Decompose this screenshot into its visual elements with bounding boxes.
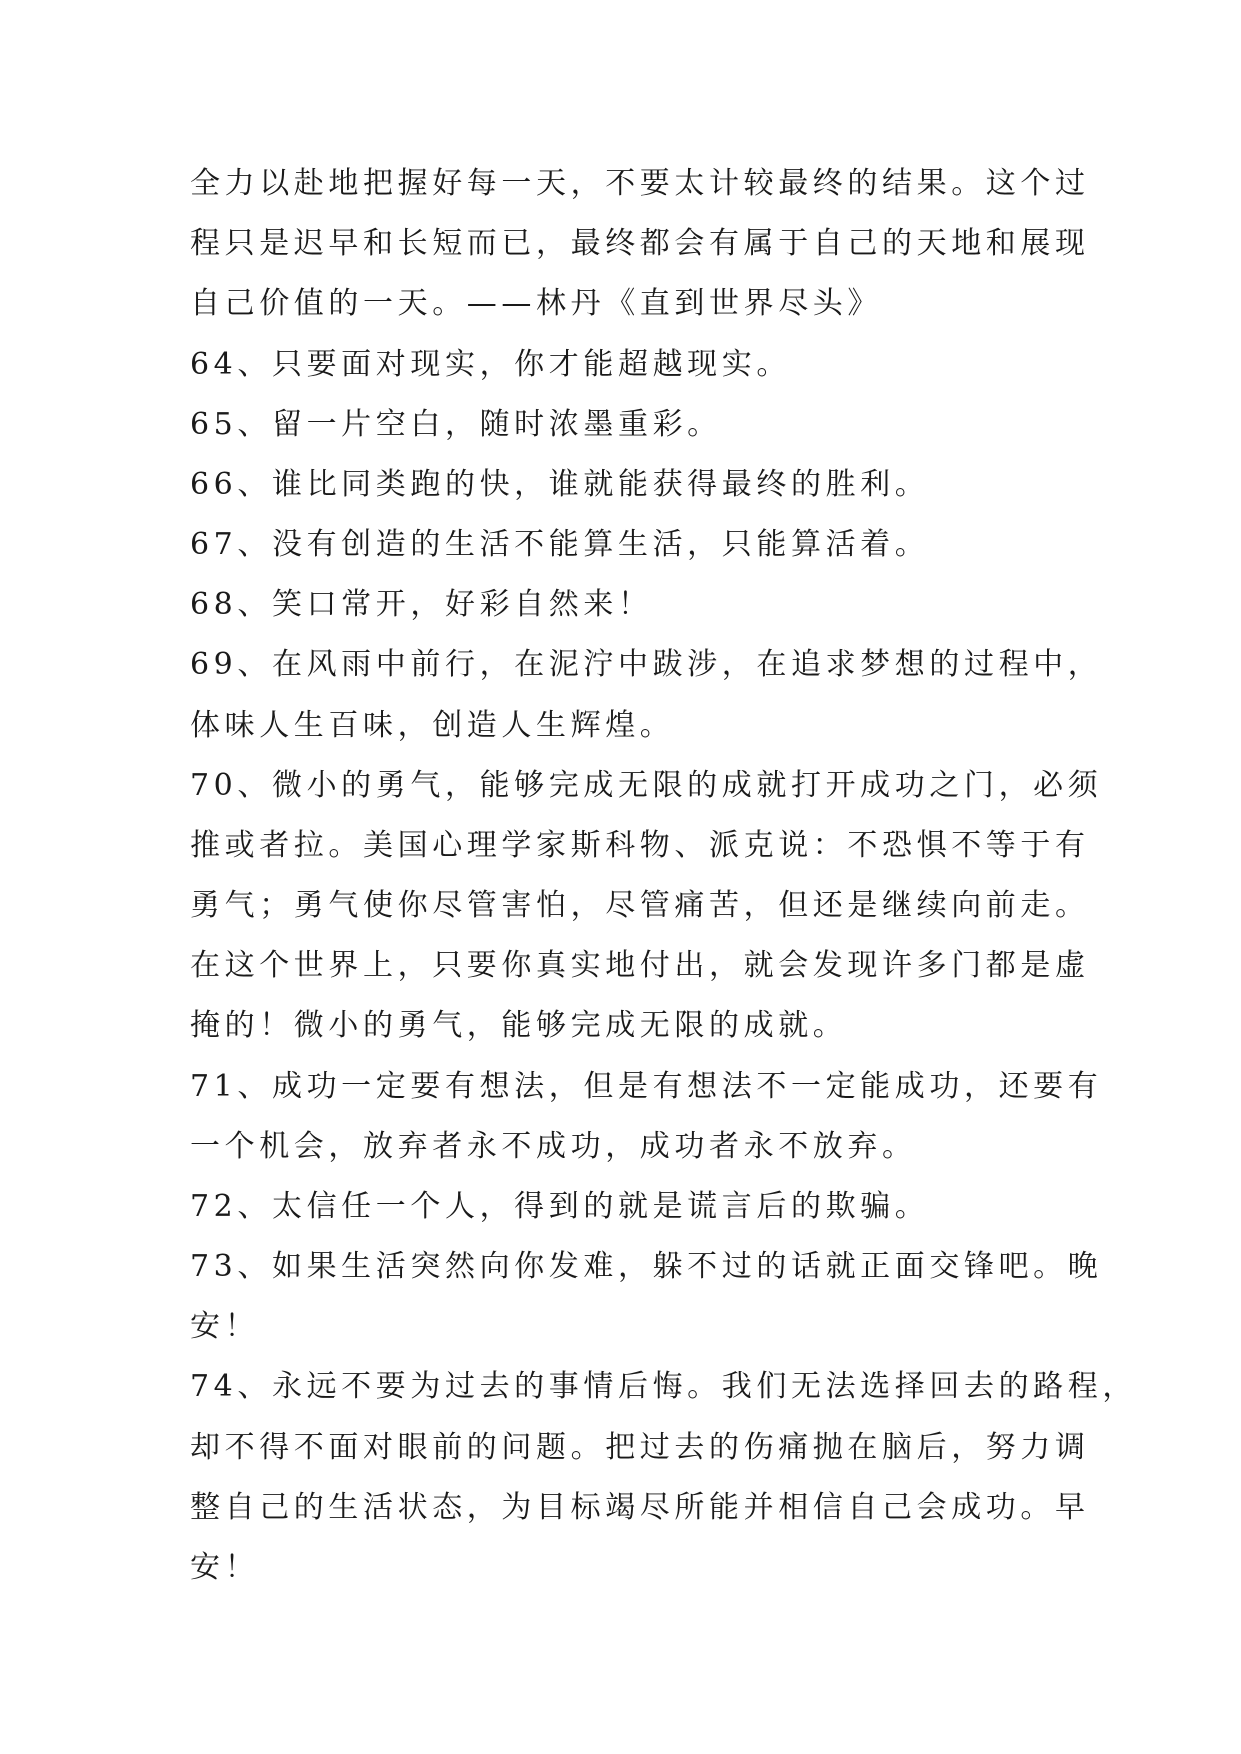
text-line: 全力以赴地把握好每一天，不要太计较最终的结果。这个过 bbox=[190, 166, 1090, 201]
list-item-64: 64、只要面对现实，你才能超越现实。 bbox=[190, 347, 791, 382]
list-item-71: 71、成功一定要有想法，但是有想法不一定能成功，还要有 bbox=[190, 1069, 1103, 1104]
list-item-67: 67、没有创造的生活不能算生活，只能算活着。 bbox=[190, 527, 930, 562]
list-item-65: 65、留一片空白，随时浓墨重彩。 bbox=[190, 407, 722, 442]
text-line: 整自己的生活状态，为目标竭尽所能并相信自己会成功。早 bbox=[190, 1490, 1090, 1525]
text-line: 安！ bbox=[190, 1550, 260, 1585]
text-line: 推或者拉。美国心理学家斯科物、派克说：不恐惧不等于有 bbox=[190, 828, 1090, 863]
text-line: 程只是迟早和长短而已，最终都会有属于自己的天地和展现 bbox=[190, 226, 1090, 261]
list-item-73: 73、如果生活突然向你发难，躲不过的话就正面交锋吧。晚 bbox=[190, 1249, 1103, 1284]
text-line: 自己价值的一天。——林丹《直到世界尽头》 bbox=[190, 286, 882, 321]
text-line: 却不得不面对眼前的问题。把过去的伤痛抛在脑后，努力调 bbox=[190, 1430, 1090, 1465]
text-line: 一个机会，放弃者永不成功，成功者永不放弃。 bbox=[190, 1129, 917, 1164]
list-item-69: 69、在风雨中前行，在泥泞中跋涉，在追求梦想的过程中， bbox=[190, 647, 1103, 682]
list-item-74: 74、永远不要为过去的事情后悔。我们无法选择回去的路程， bbox=[190, 1369, 1137, 1404]
text-line: 体味人生百味，创造人生辉煌。 bbox=[190, 708, 675, 743]
list-item-72: 72、太信任一个人，得到的就是谎言后的欺骗。 bbox=[190, 1189, 930, 1224]
text-line: 勇气；勇气使你尽管害怕，尽管痛苦，但还是继续向前走。 bbox=[190, 888, 1090, 923]
list-item-66: 66、谁比同类跑的快，谁就能获得最终的胜利。 bbox=[190, 467, 930, 502]
text-line: 安！ bbox=[190, 1309, 260, 1344]
text-line: 掩的！微小的勇气，能够完成无限的成就。 bbox=[190, 1008, 848, 1043]
list-item-68: 68、笑口常开，好彩自然来！ bbox=[190, 587, 653, 622]
list-item-70: 70、微小的勇气，能够完成无限的成就打开成功之门，必须 bbox=[190, 768, 1103, 803]
text-line: 在这个世界上，只要你真实地付出，就会发现许多门都是虚 bbox=[190, 948, 1090, 983]
